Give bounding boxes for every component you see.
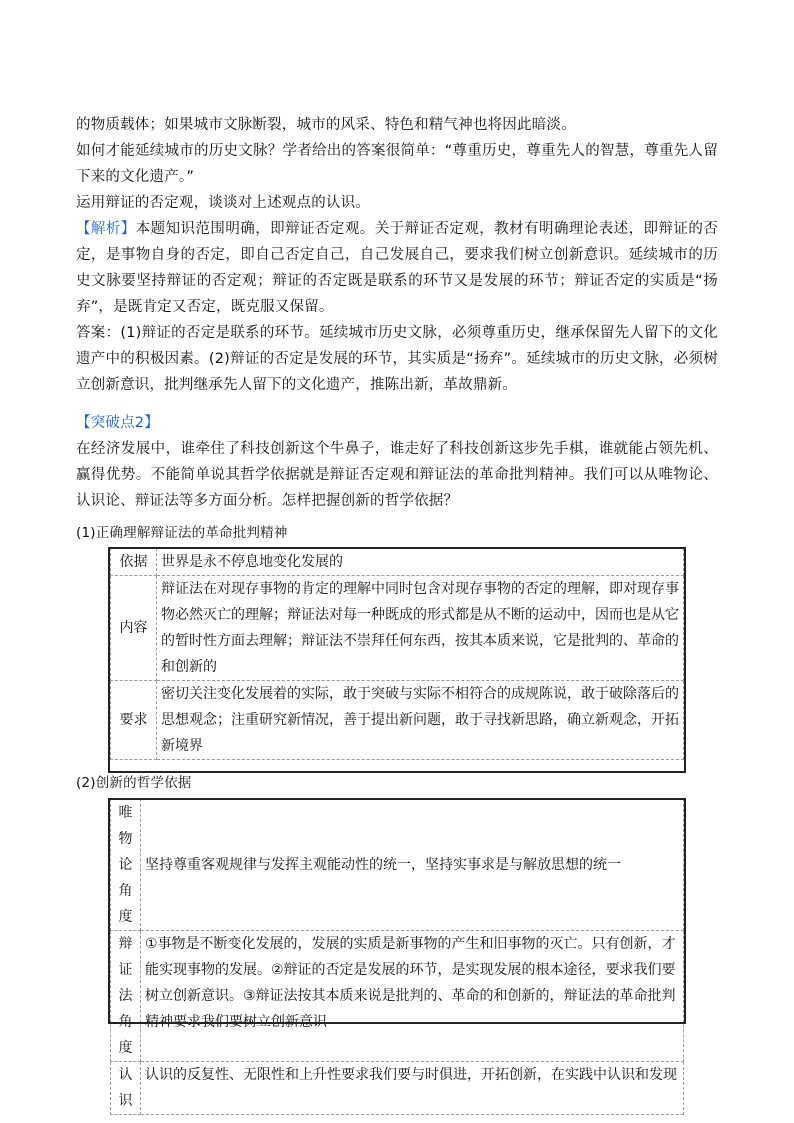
table-row <box>111 931 684 1062</box>
table-row <box>111 681 684 760</box>
analysis-text: 本题知识范围明确，即辩证否定观。关于辩证否定观，教材有明确理论表述，即辩证的否定，是事物自身的否定，即自己否定自己，自己发展自己，要求我们树立创新意识。延续城市的历史文脉要坚持辩证的否定观；辩证的否定既是联系的环节又是发展的环节；辩证否定的实质是“扬弃”，是既肯定又否定，既克服又保留。 <box>76 221 718 315</box>
table-dialectics-spirit <box>110 548 684 760</box>
row-head: 辩证法角度 <box>111 931 141 1062</box>
row-body: 密切关注变化发展着的实际，敢于突破与实际不相符合的成规陈说，敢于破除落后的思想观念；注重研究新情况，善于提出新问题，敢于寻找新思路，确立新观念，开拓新境界 <box>157 681 684 760</box>
table-row <box>111 549 684 576</box>
answer-paragraph: 答案：(1)辩证的否定是联系的环节。延续城市历史文脉，必须尊重历史，继承保留先人留下的文化遗产中的积极因素。(2)辩证的否定是发展的环节，其实质是“扬弃”。延续城市的历史文脉，必须树立创新意识，批判继承先人留下的文化遗产，推陈出新，革故鼎新。 <box>76 325 718 393</box>
row-body: 认识的反复性、无限性和上升性要求我们要与时俱进，开拓创新，在实践中认识和发现 <box>141 1062 684 1115</box>
paragraph-2: 如何才能延续城市的历史文脉？学者给出的答案很简单：“尊重历史，尊重先人的智慧，尊重先人留下来的文化遗产。” <box>76 143 718 185</box>
analysis-label: 【解析】 <box>76 221 136 237</box>
section-1-heading: (1)正确理解辩证法的革命批判精神 <box>76 525 288 541</box>
analysis-paragraph <box>76 216 718 320</box>
section-2-heading: (2)创新的哲学依据 <box>76 775 192 791</box>
row-body: 世界是永不停息地变化发展的 <box>157 549 684 576</box>
paragraph-3: 运用辩证的否定观，谈谈对上述观点的认识。 <box>76 195 370 211</box>
paragraph-4: 在经济发展中，谁牵住了科技创新这个牛鼻子，谁走好了科技创新这步先手棋，谁就能占领先机、赢得优势。不能简单说其哲学依据就是辩证否定观和辩证法的革命批判精神。我们可以从唯物论、认识论、辩证法等多方面分析。怎样把握创新的哲学依据？ <box>76 441 718 509</box>
row-head: 内容 <box>111 576 157 681</box>
paragraph-1: 的物质载体；如果城市文脉断裂，城市的风采、特色和精气神也将因此暗淡。 <box>76 117 576 133</box>
row-body: ①事物是不断变化发展的，发展的实质是新事物的产生和旧事物的灭亡。只有创新，才能实现事物的发展。②辩证的否定是发展的环节，是实现发展的根本途径，要求我们要树立创新意识。③辩证法按其本质来说是批判的、革命的和创新的，辩证法的革命批判精神要求我们要树立创新意识 <box>141 931 684 1062</box>
table-row <box>111 1062 684 1115</box>
row-head: 认识 <box>111 1062 141 1115</box>
row-head: 唯物论角度 <box>111 800 141 931</box>
table-row <box>111 800 684 931</box>
row-head: 依据 <box>111 549 157 576</box>
table-row <box>111 576 684 681</box>
breakthrough-label: 【突破点2】 <box>76 415 159 431</box>
row-head: 要求 <box>111 681 157 760</box>
table-innovation-basis <box>110 799 684 1115</box>
row-body: 辩证法在对现存事物的肯定的理解中同时包含对现存事物的否定的理解，即对现存事物必然灭亡的理解；辩证法对每一种既成的形式都是从不断的运动中，因而也是从它的暂时性方面去理解；辩证法不崇拜任何东西，按其本质来说，它是批判的、革命的和创新的 <box>157 576 684 681</box>
row-body: 坚持尊重客观规律与发挥主观能动性的统一，坚持实事求是与解放思想的统一 <box>141 800 684 931</box>
